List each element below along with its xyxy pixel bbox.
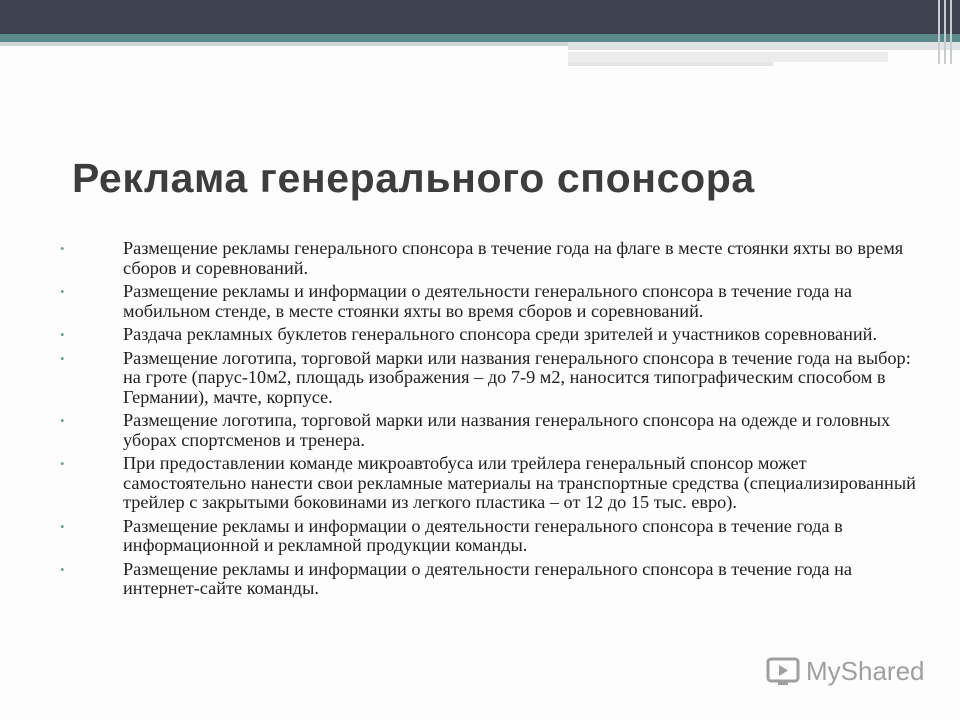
list-item — [60, 325, 920, 345]
list-item-text: Размещение рекламы генерального спонсора в течение года на флаге в месте стоянки яхты во время сборов и соревнований. — [123, 238, 904, 278]
bullet-icon: • — [60, 413, 65, 428]
list-item-text: Размещение логотипа, торговой марки или названия генерального спонсора в течение года на выбор: на гроте (парус-10м2, площадь изображения – до 7-9 м2, наносится типографическим способом в Германии), мачте, корпусе. — [123, 347, 911, 407]
bullet-icon: • — [60, 327, 65, 342]
bullet-icon: • — [60, 284, 65, 299]
myshared-logo-icon — [766, 657, 800, 687]
header-accent-line — [568, 52, 888, 62]
list-item — [60, 282, 920, 321]
list-item — [60, 454, 920, 513]
header-dark-band — [0, 0, 960, 34]
bullet-list — [60, 239, 920, 603]
bullet-icon: • — [60, 518, 65, 534]
header-accent-line — [568, 42, 960, 50]
list-item-text: При предоставлении команде микроавтобуса или трейлера генеральный спонсор может самостоятельно нанести свои рекламные материалы на транспортные средства (специализированный трейлер с закрытыми боковинами из легкого пластика – от 12 до 15 тыс. евро). — [123, 453, 916, 512]
bullet-icon: • — [60, 241, 65, 256]
bullet-icon: • — [60, 350, 65, 366]
header-teal-band — [0, 34, 960, 42]
bullet-icon: • — [60, 561, 65, 577]
list-item-text: Размещение рекламы и информации о деятельности генерального спонсора в течение года в информационной и рекламной продукции команды. — [123, 515, 843, 555]
list-item — [60, 349, 920, 408]
list-item-text: Размещение рекламы и информации о деятельности генерального спонсора в течение года на мобильном стенде, в месте стоянки яхты во время сборов и соревнований. — [123, 281, 853, 321]
watermark-text: MyShared — [806, 656, 925, 686]
header-vertical-lines — [938, 0, 956, 64]
list-item — [60, 517, 920, 556]
header-accent-line — [568, 62, 773, 66]
list-item-text: Размещение рекламы и информации о деятельности генерального спонсора в течение года на интернет-сайте команды. — [123, 558, 853, 598]
bullet-icon: • — [60, 456, 65, 471]
watermark — [766, 656, 925, 687]
slide-title: Реклама генерального спонсора — [72, 155, 755, 201]
list-item — [60, 411, 920, 450]
header-accent-line — [0, 42, 568, 46]
list-item-text: Размещение логотипа, торговой марки или названия генерального спонсора на одежде и головных уборах спортсменов и тренера. — [123, 410, 891, 450]
list-item — [60, 560, 920, 599]
list-item — [60, 239, 920, 278]
list-item-text: Раздача рекламных буклетов генерального спонсора среди зрителей и участников соревнований. — [123, 324, 878, 344]
